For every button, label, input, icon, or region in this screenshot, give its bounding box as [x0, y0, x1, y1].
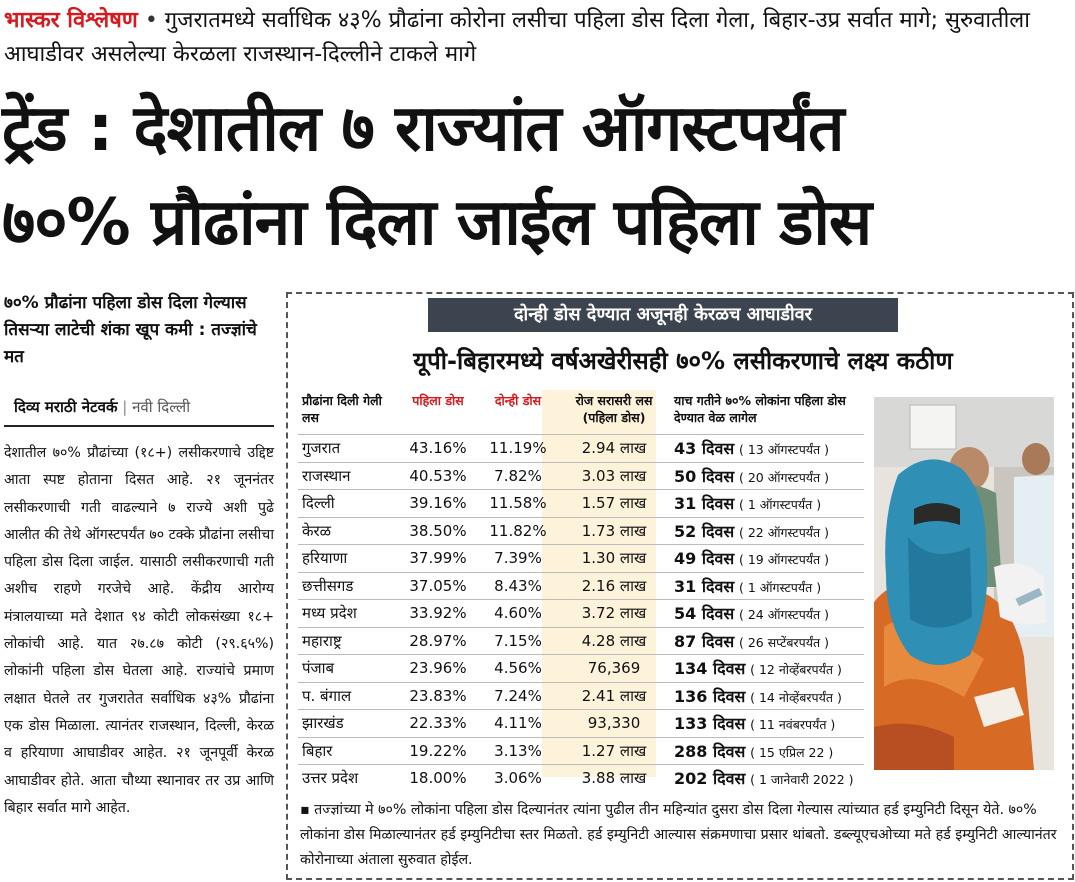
first-dose-cell: 39.16%	[398, 490, 478, 518]
table-row	[298, 545, 864, 573]
both-doses-cell: 7.39%	[478, 545, 558, 573]
table-row	[298, 600, 864, 628]
daily-cell: 4.28 लाख	[558, 627, 670, 655]
state-cell: मध्य प्रदेश	[298, 600, 398, 628]
days-value: 52 दिवस	[674, 521, 735, 541]
days-value: 134 दिवस	[674, 659, 746, 679]
box-badge: दोन्ही डोस देण्यात अजूनही केरळच आघाडीवर	[428, 298, 898, 332]
both-doses-cell: 8.43%	[478, 572, 558, 600]
date-value: ( 11 नवंबरपर्यंत )	[750, 717, 836, 733]
eta-cell	[670, 517, 864, 545]
headline	[2, 82, 1074, 270]
daily-cell: 3.88 लाख	[558, 765, 670, 792]
state-cell: प. बंगाल	[298, 682, 398, 710]
eta-cell	[670, 490, 864, 518]
days-value: 133 दिवस	[674, 714, 746, 734]
eta-cell	[670, 710, 864, 738]
date-value: ( 15 एप्रिल 22 )	[750, 744, 834, 760]
both-doses-cell: 4.60%	[478, 600, 558, 628]
article-body: देशातील ७०% प्रौढांच्या (१८+) लसीकरणाचे उद्दिष्ट आता स्पष्ट होताना दिसत आहे. २१ जूननंतर लसीकरणाची गती वाढल्याने ७ राज्ये अशी पुढे आलीत की तेथे ऑगस्टपर्यंत ७० टक्के प्रौढांना लसीचा पहिला डोस दिला जाईल. यासाठी लसीकरणाची गती अशीच राहणे गरजेचे आहे. केंद्रीय आरोग्य मंत्रालयाच्या मते देशात ९४ कोटी लोकसंख्या १८+ लोकांची आहे. यात २७.८७ कोटी (२९.६५%) लोकांनी पहिला डोस घेतला आहे. राज्यांचे प्रमाण लक्षात घेतले तर गुजरातेत सर्वाधिक ४३% प्रौढांना एक डोस मिळाला. त्यानंतर राजस्थान, दिल्ली, केरळ व हरियाणा आघाडीवर आहेत. २१ जूनपूर्वी केरळ आघाडीवर होते. आता चौथ्या स्थानावर तर उप्र आणि बिहार सर्वात मागे आहेत.	[4, 445, 274, 816]
eta-cell	[670, 600, 864, 628]
eta-cell	[670, 435, 864, 463]
vaccination-photo	[874, 397, 1054, 770]
footnote: ▪ तज्ज्ञांच्या मे ७०% लोकांना पहिला डोस दिल्यानंतर त्यांना पुढील तीन महिन्यांत दुसरा डोस दिला गेल्यास त्यांच्यात हर्ड इम्युनिटी दिसून येते. ७०% लोकांना डोस मिळाल्यानंतर हर्ड इम्युनिटीचा स्तर मिळतो. हर्ड इम्युनिटी आल्यास संक्रमणाचा प्रसार थांबतो. डब्ल्यूएचओच्या मते हर्ड इम्युनिटी आल्यानंतर कोरोनाच्या अंताला सुरुवात होईल.	[300, 802, 1057, 868]
both-doses-cell: 7.15%	[478, 627, 558, 655]
daily-cell: 93,330	[558, 710, 670, 738]
state-cell: राजस्थान	[298, 462, 398, 490]
date-value: ( 22 ऑगस्टपर्यंत )	[738, 524, 830, 540]
eta-cell	[670, 655, 864, 683]
daily-cell: 1.27 लाख	[558, 737, 670, 765]
days-value: 31 दिवस	[674, 494, 735, 514]
table-row	[298, 765, 864, 792]
kicker-text: गुजरातमध्ये सर्वाधिक ४३% प्रौढांना कोरोना लसीचा पहिला डोस दिला गेला, बिहार-उप्र सर्वात मागे; सुरुवातीला आघाडीवर असलेल्या केरळला राजस्थान-दिल्लीने टाकले मागे	[4, 8, 1030, 67]
first-dose-cell: 33.92%	[398, 600, 478, 628]
daily-cell: 2.16 लाख	[558, 572, 670, 600]
both-doses-cell: 7.24%	[478, 682, 558, 710]
both-doses-cell: 7.82%	[478, 462, 558, 490]
date-value: ( 13 ऑगस्टपर्यंत )	[738, 442, 830, 458]
date-value: ( 1 ऑगस्टपर्यंत )	[738, 497, 822, 513]
box-title: यूपी-बिहारमध्ये वर्षअखेरीसही ७०% लसीकरणाचे लक्ष्य कठीण	[413, 347, 953, 375]
both-doses-cell: 4.56%	[478, 655, 558, 683]
header-state: प्रौढांना दिली गेली लस	[302, 393, 382, 425]
state-cell: बिहार	[298, 737, 398, 765]
first-dose-cell: 22.33%	[398, 710, 478, 738]
kicker	[4, 4, 1072, 72]
both-doses-cell: 4.11%	[478, 710, 558, 738]
first-dose-cell: 43.16%	[398, 435, 478, 463]
days-value: 43 दिवस	[674, 439, 735, 459]
table-row	[298, 710, 864, 738]
date-value: ( 19 ऑगस्टपर्यंत )	[738, 552, 830, 568]
date-value: ( 24 ऑगस्टपर्यंत )	[738, 607, 830, 623]
daily-cell: 2.94 लाख	[558, 435, 670, 463]
first-dose-cell: 38.50%	[398, 517, 478, 545]
date-value: ( 1 जानेवारी 2022 )	[750, 772, 854, 788]
state-cell: दिल्ली	[298, 490, 398, 518]
header-daily: रोज सरासरी लस (पहिला डोस)	[575, 393, 653, 425]
state-cell: झारखंड	[298, 710, 398, 738]
table-header-row	[298, 390, 864, 435]
days-value: 50 दिवस	[674, 466, 735, 486]
state-cell: उत्तर प्रदेश	[298, 765, 398, 792]
state-cell: केरळ	[298, 517, 398, 545]
table-row	[298, 655, 864, 683]
byline	[14, 397, 276, 417]
days-value: 202 दिवस	[674, 769, 746, 789]
state-cell: छत्तीसगड	[298, 572, 398, 600]
eta-cell	[670, 572, 864, 600]
date-value: ( 12 नोव्हेंबरपर्यंत )	[750, 662, 842, 678]
table-row	[298, 737, 864, 765]
date-value: ( 20 ऑगस्टपर्यंत )	[738, 469, 830, 485]
both-doses-cell: 3.13%	[478, 737, 558, 765]
date-value: ( 14 नोव्हेंबरपर्यंत )	[750, 689, 842, 705]
days-value: 31 दिवस	[674, 576, 735, 596]
header-both-doses: दोन्ही डोस	[494, 393, 542, 408]
both-doses-cell: 11.19%	[478, 435, 558, 463]
eta-cell	[670, 737, 864, 765]
date-value: ( 26 सप्टेंबरपर्यंत )	[738, 634, 829, 650]
date-value: ( 1 ऑगस्टपर्यंत )	[738, 579, 822, 595]
state-cell: गुजरात	[298, 435, 398, 463]
sidebar-subhead: ७०% प्रौढांना पहिला डोस दिला गेल्यास तिसऱ्या लाटेची शंका खूप कमी : तज्ज्ञांचे मत	[4, 293, 257, 367]
daily-cell: 2.41 लाख	[558, 682, 670, 710]
first-dose-cell: 23.83%	[398, 682, 478, 710]
both-doses-cell: 3.06%	[478, 765, 558, 792]
headline-line-2: ७०% प्रौढांना दिला जाईल पहिला डोस	[2, 186, 872, 260]
byline-separator: |	[122, 398, 128, 416]
table-row	[298, 517, 864, 545]
headline-line-1: ट्रेंड : देशातील ७ राज्यांत ऑगस्टपर्यंत	[2, 92, 844, 166]
table-row	[298, 627, 864, 655]
bullet: •	[144, 8, 158, 33]
table-row	[298, 435, 864, 463]
eta-cell	[670, 765, 864, 792]
days-value: 136 दिवस	[674, 686, 746, 706]
both-doses-cell: 11.82%	[478, 517, 558, 545]
first-dose-cell: 37.05%	[398, 572, 478, 600]
days-value: 54 दिवस	[674, 604, 735, 624]
daily-cell: 76,369	[558, 655, 670, 683]
days-value: 49 दिवस	[674, 549, 735, 569]
vaccination-table	[298, 390, 864, 792]
days-value: 87 दिवस	[674, 631, 735, 651]
table-row	[298, 682, 864, 710]
first-dose-cell: 28.97%	[398, 627, 478, 655]
header-eta: याच गतीने ७०% लोकांना पहिला डोस देण्यात वेळ लागेल	[674, 393, 846, 425]
section-tag: भास्कर विश्लेषण	[4, 8, 138, 33]
daily-cell: 3.72 लाख	[558, 600, 670, 628]
eta-cell	[670, 682, 864, 710]
table-row	[298, 462, 864, 490]
first-dose-cell: 19.22%	[398, 737, 478, 765]
daily-cell: 1.30 लाख	[558, 545, 670, 573]
daily-cell: 1.73 लाख	[558, 517, 670, 545]
first-dose-cell: 23.96%	[398, 655, 478, 683]
byline-place: नवी दिल्ली	[132, 398, 191, 416]
header-first-dose: पहिला डोस	[412, 393, 464, 408]
first-dose-cell: 18.00%	[398, 765, 478, 792]
photo-illustration	[874, 397, 1054, 770]
daily-cell: 1.57 लाख	[558, 490, 670, 518]
first-dose-cell: 40.53%	[398, 462, 478, 490]
state-cell: महाराष्ट्र	[298, 627, 398, 655]
byline-author: दिव्य मराठी नेटवर्क	[14, 398, 118, 416]
eta-cell	[670, 545, 864, 573]
table-row	[298, 572, 864, 600]
state-cell: पंजाब	[298, 655, 398, 683]
eta-cell	[670, 462, 864, 490]
state-cell: हरियाणा	[298, 545, 398, 573]
first-dose-cell: 37.99%	[398, 545, 478, 573]
days-value: 288 दिवस	[674, 741, 746, 761]
both-doses-cell: 11.58%	[478, 490, 558, 518]
daily-cell: 3.03 लाख	[558, 462, 670, 490]
eta-cell	[670, 627, 864, 655]
divider	[4, 425, 274, 427]
table-row	[298, 490, 864, 518]
